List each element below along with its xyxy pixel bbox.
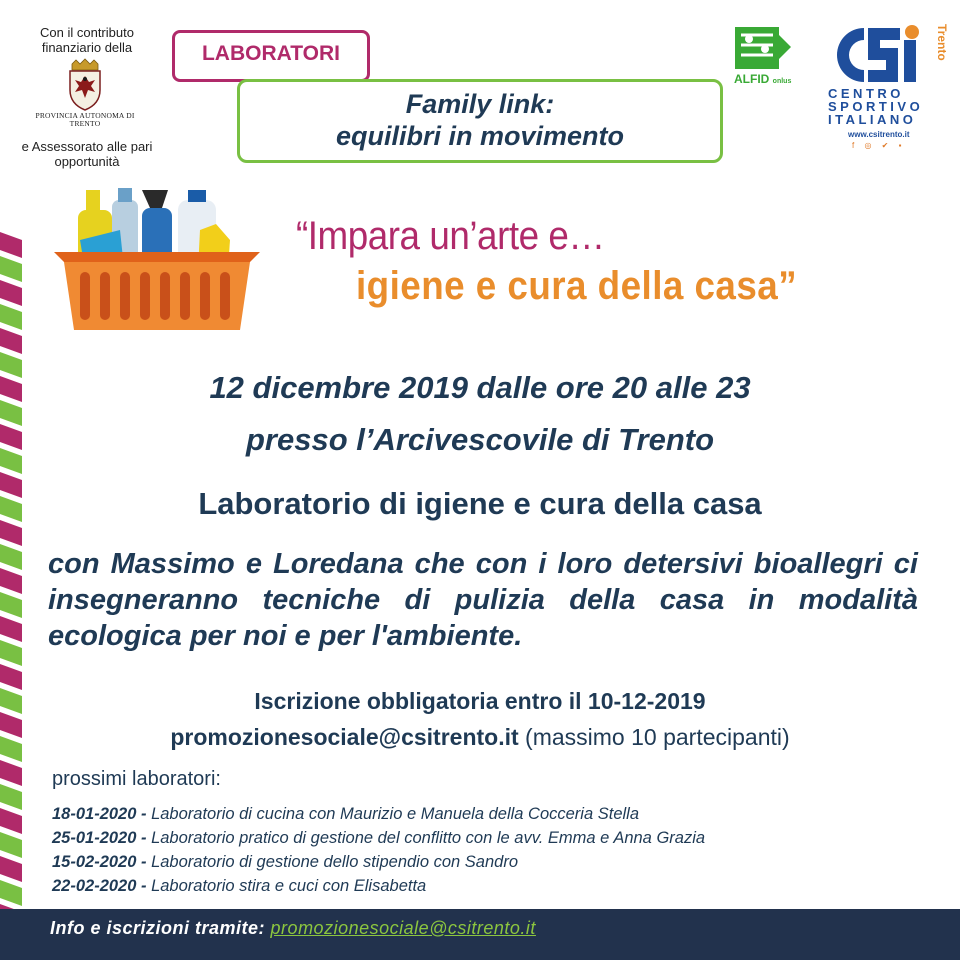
headline-line1: “Impara un’arte e…: [296, 214, 605, 258]
lab-date: 25-01-2020 -: [52, 829, 147, 847]
laboratori-tag: LABORATORI: [201, 42, 341, 65]
stripe-chevron: [0, 400, 22, 426]
stripe-chevron: [0, 352, 22, 378]
stripe-chevron: [0, 688, 22, 714]
program-title-line1: Family link:: [405, 89, 555, 119]
lab-date: 15-02-2020 -: [52, 853, 147, 871]
stripe-chevron: [0, 448, 22, 474]
registration-contact: [40, 724, 920, 751]
sponsor-assessorato-text: e Assessorato alle pari opportunità: [21, 139, 153, 169]
stripe-chevron: [0, 256, 22, 282]
footer-email-link[interactable]: promozionesociale@csitrento.it: [270, 918, 536, 938]
csi-name-line1: CENTRO: [828, 86, 904, 101]
event-title: Laboratorio di igiene e cura della casa: [198, 486, 762, 521]
stripe-chevron: [0, 280, 22, 306]
stripe-chevron: [0, 736, 22, 762]
lab-description: Laboratorio di cucina con Maurizio e Manuela della Cocceria Stella: [146, 805, 640, 823]
province-name: PROVINCIA AUTONOMA DI TRENTO: [35, 111, 135, 128]
svg-text:Trento: Trento: [935, 24, 949, 61]
csi-website: www.csitrento.it: [848, 130, 910, 139]
event-date: 12 dicembre 2019 dalle ore 20 alle 23: [209, 370, 751, 405]
stripe-chevron: [0, 424, 22, 450]
stripe-chevron: [0, 880, 22, 906]
event-place: presso l’Arcivescovile di Trento: [245, 422, 715, 457]
program-title-line2: equilibri in movimento: [335, 121, 625, 151]
stripe-chevron: [0, 664, 22, 690]
lab-date: 18-01-2020 -: [52, 805, 147, 823]
stripe-chevron: [0, 496, 22, 522]
decorative-stripe: [0, 232, 26, 912]
registration-deadline: Iscrizione obbligatoria entro il 10-12-2019: [254, 688, 706, 714]
footer-label: Info e iscrizioni tramite:: [50, 918, 271, 938]
list-item: [52, 850, 952, 874]
stripe-chevron: [0, 616, 22, 642]
csi-name-line3: ITALIANO: [828, 112, 917, 127]
csi-social-icons: f ◎ ✔ ▪: [852, 141, 906, 150]
lab-description: Laboratorio stira e cuci con Elisabetta: [146, 877, 427, 895]
csi-name-text: [828, 87, 938, 126]
stripe-chevron: [0, 328, 22, 354]
stripe-chevron: [0, 832, 22, 858]
list-item: [52, 874, 952, 898]
lab-date: 22-02-2020 -: [52, 877, 147, 895]
stripe-chevron: [0, 304, 22, 330]
stripe-chevron: [0, 376, 22, 402]
footer-info: [50, 918, 536, 939]
stripe-chevron: [0, 520, 22, 546]
csi-name-line2: SPORTIVO: [828, 99, 924, 114]
alfid-onlus: onlus: [772, 78, 792, 85]
lab-description: Laboratorio pratico di gestione del conflitto con le avv. Emma e Anna Grazia: [146, 829, 706, 847]
stripe-chevron: [0, 808, 22, 834]
stripe-chevron: [0, 232, 22, 258]
province-crest-icon: [62, 58, 108, 112]
stripe-chevron: [0, 712, 22, 738]
stripe-chevron: [0, 592, 22, 618]
registration-email[interactable]: promozionesociale@csitrento.it: [170, 724, 519, 750]
stripe-chevron: [0, 760, 22, 786]
stripe-chevron: [0, 640, 22, 666]
list-item: [52, 826, 952, 850]
event-description: con Massimo e Loredana che con i loro detersivi bioallegri ci insegneranno tecniche di pulizia della casa in modalità ecologica per noi e per l'ambiente.: [48, 548, 918, 652]
stripe-chevron: [0, 568, 22, 594]
headline-line2: igiene e cura della casa”: [356, 264, 798, 308]
lab-description: Laboratorio di gestione dello stipendio con Sandro: [146, 853, 518, 871]
list-item: [52, 802, 952, 826]
stripe-chevron: [0, 784, 22, 810]
alfid-logo-text: [734, 72, 791, 86]
cleaning-basket-icon: [50, 180, 265, 335]
stripe-chevron: [0, 472, 22, 498]
stripe-chevron: [0, 544, 22, 570]
alfid-name: ALFID: [734, 72, 770, 86]
upcoming-labs-title: prossimi laboratori:: [52, 768, 221, 790]
upcoming-labs-list: [52, 802, 952, 898]
stripe-chevron: [0, 856, 22, 882]
participants-note: (massimo 10 partecipanti): [518, 724, 790, 750]
sponsor-intro-text: Con il contributo finanziario della: [40, 25, 134, 55]
